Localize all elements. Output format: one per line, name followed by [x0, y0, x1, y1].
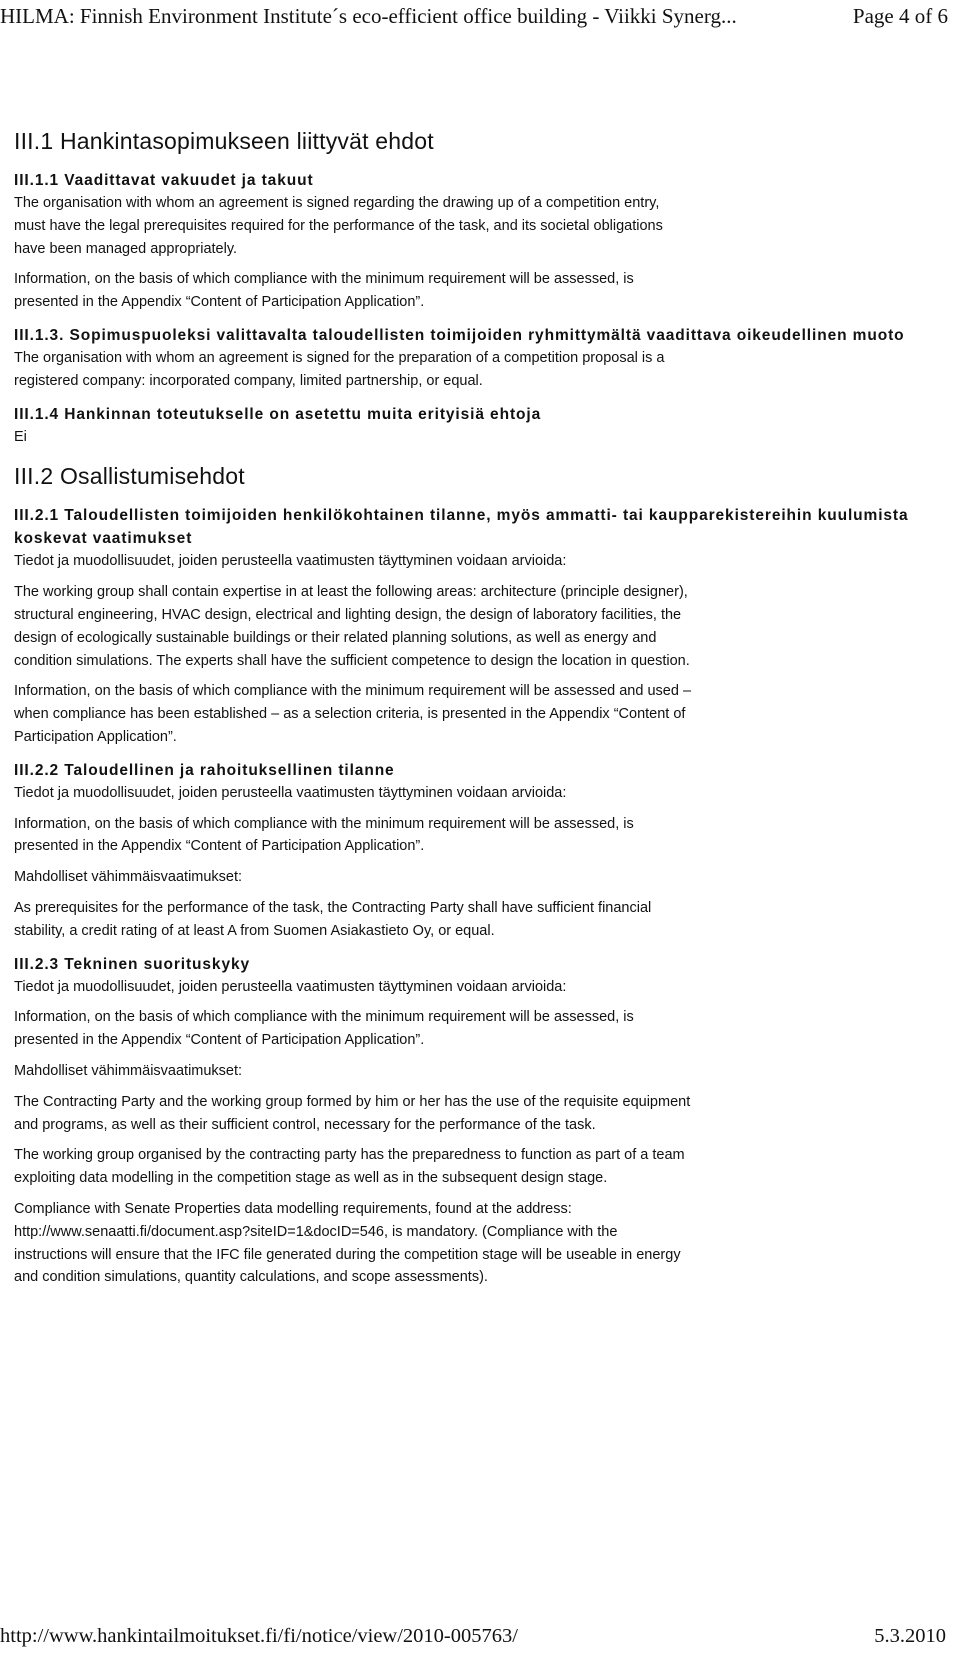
print-footer-url: http://www.hankintailmoitukset.fi/fi/notice/view/2010-005763/	[0, 1625, 518, 1647]
subsection-heading-iii-1-4: III.1.4 Hankinnan toteutukselle on asetettu muita erityisiä ehtoja	[14, 405, 542, 423]
subsection-heading-iii-2-1: III.2.1 Taloudellisten toimijoiden henkilökohtainen tilanne, myös ammatti- tai kaupparekistereihin kuulumista koskevat vaatimukset	[14, 507, 909, 548]
paragraph: As prerequisites for the performance of the task, the Contracting Party shall have sufficient financial stability, a credit rating of at least A from Suomen Asiakastieto Oy, or equal.	[14, 899, 652, 939]
section-heading-iii-2: III.2 Osallistumisehdot	[14, 463, 245, 490]
paragraph: Tiedot ja muodollisuudet, joiden perusteella vaatimusten täyttyminen voidaan arvioida:	[14, 553, 567, 570]
subsection-heading-iii-2-3: III.2.3 Tekninen suorituskyky	[14, 955, 251, 973]
paragraph: The working group organised by the contracting party has the preparedness to function as part of a team exploiting data modelling in the competition stage as well as in the subsequent design stage.	[14, 1147, 685, 1187]
subsection-heading-iii-1-3: III.1.3. Sopimuspuoleksi valittavalta taloudellisten toimijoiden ryhmittymältä vaadittava oikeudellinen muoto	[14, 326, 905, 344]
subsection-heading-iii-1-1: III.1.1 Vaadittavat vakuudet ja takuut	[14, 172, 314, 189]
section-heading-iii-1: III.1 Hankintasopimukseen liittyvät ehdot	[14, 128, 434, 154]
print-header-page-number: Page 4 of 6	[852, 4, 948, 28]
subsection-heading-iii-2-2: III.2.2 Taloudellinen ja rahoituksellinen tilanne	[14, 761, 395, 779]
paragraph: Tiedot ja muodollisuudet, joiden perusteella vaatimusten täyttyminen voidaan arvioida:	[14, 784, 567, 801]
paragraph: The organisation with whom an agreement is signed regarding the drawing up of a competition entry, must have the legal prerequisites required for the performance of the task, and its societal obligations have been managed appropriately.	[14, 195, 663, 257]
print-header	[0, 0, 960, 40]
paragraph: Mahdolliset vähimmäisvaatimukset:	[14, 869, 243, 886]
paragraph: Information, on the basis of which compliance with the minimum requirement will be assessed and used – when compliance has been established – as a selection criteria, is presented in the Appendix “Content of Participation Application”.	[14, 683, 692, 745]
paragraph: Information, on the basis of which compliance with the minimum requirement will be assessed, is presented in the Appendix “Content of Participation Application”.	[14, 1009, 634, 1049]
paragraph: The Contracting Party and the working group formed by him or her has the use of the requisite equipment and programs, as well as their sufficient control, necessary for the performance of the task.	[14, 1093, 691, 1133]
paragraph: Ei	[14, 428, 27, 445]
paragraph: Information, on the basis of which compliance with the minimum requirement will be assessed, is presented in the Appendix “Content of Participation Application”.	[14, 271, 634, 311]
paragraph: The organisation with whom an agreement is signed for the preparation of a competition proposal is a registered company: incorporated company, limited partnership, or equal.	[14, 349, 665, 389]
print-footer-date: 5.3.2010	[874, 1625, 946, 1647]
paragraph: Compliance with Senate Properties data modelling requirements, found at the address: http://www.senaatti.fi/document.asp?siteID=1&docID=546, is mandatory. (Compliance with the instructions will ensure that the IFC file generated during the competition stage will be useable in energy and condition simulations, quantity calculations, and scope assessments).	[14, 1200, 681, 1286]
paragraph: Mahdolliset vähimmäisvaatimukset:	[14, 1062, 243, 1079]
print-footer	[0, 1622, 960, 1652]
paragraph: Tiedot ja muodollisuudet, joiden perusteella vaatimusten täyttyminen voidaan arvioida:	[14, 978, 567, 995]
paragraph: The working group shall contain expertise in at least the following areas: architecture (principle designer), structural engineering, HVAC design, electrical and lighting design, the design of laboratory facilities, the design of ecologically sustainable buildings or their related planning solutions, as well as energy and condition simulations. The experts shall have the sufficient competence to design the location in question.	[14, 584, 690, 669]
print-header-title: HILMA: Finnish Environment Institute´s eco-efficient office building - Viikki Synerg...	[0, 4, 737, 28]
paragraph: Information, on the basis of which compliance with the minimum requirement will be assessed, is presented in the Appendix “Content of Participation Application”.	[14, 815, 634, 855]
notice-content	[14, 126, 934, 1289]
